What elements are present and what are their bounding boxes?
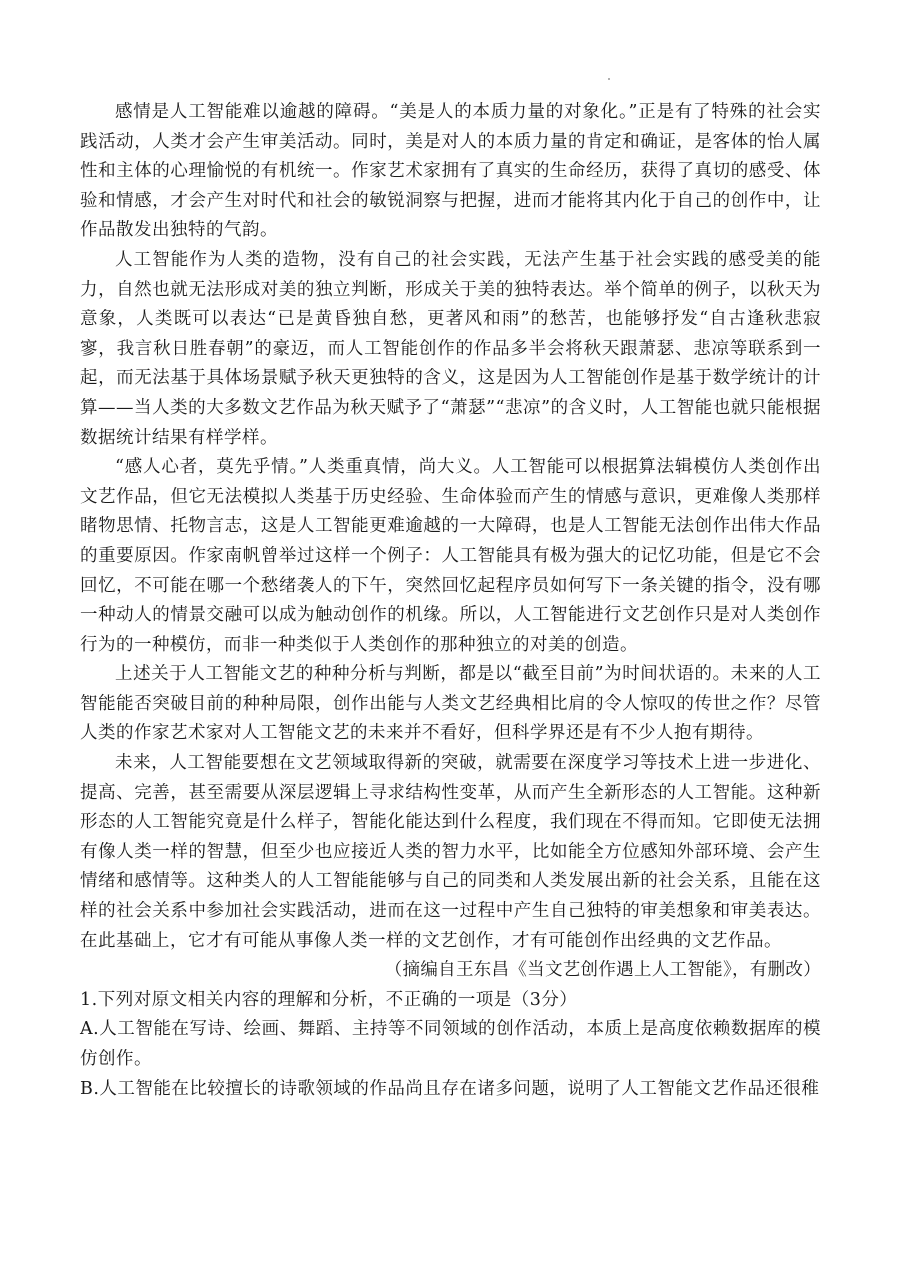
passage-paragraph-2: 人工智能作为人类的造物，没有自己的社会实践，无法产生基于社会实践的感受美的能力，自然也就无法形成对美的独立判断，形成关于美的独特表达。举个简单的例子，以秋天为意象，人类既可以表达“已是黄昏独自愁，更著风和雨”的愁苦，也能够抒发“自古逢秋悲寂寥，我言秋日胜春朝”的豪迈，而人工智能创作的作品多半会将秋天跟萧瑟、悲凉等联系到一起，而无法基于具体场景赋予秋天更独特的含义，这是因为人工智能创作是基于数学统计的计算——当人类的大多数文艺作品为秋天赋予了“萧瑟”“悲凉”的含义时，人工智能也就只能根据数据统计结果有样学样。 (80, 249, 821, 448)
passage-source-citation: （摘编自王东昌《当文艺创作遇上人工智能》，有删改） (384, 960, 821, 981)
question-block (80, 986, 821, 1104)
option-a: A.人工智能在写诗、绘画、舞蹈、主持等不同领域的创作活动，本质上是高度依赖数据库的模仿创作。 (80, 1019, 821, 1069)
document-page (80, 98, 821, 1104)
passage-paragraph-4: 上述关于人工智能文艺的种种分析与判断，都是以“截至目前”为时间状语的。未来的人工智能能否突破目前的种种局限，创作出能与人类文艺经典相比肩的令人惊叹的传世之作？尽管人类的作家艺术家对人工智能文艺的未来并不看好，但科学界还是有不少人抱有期待。 (80, 664, 821, 744)
option-b: B.人工智能在比较擅长的诗歌领域的作品尚且存在诸多问题，说明了人工智能文艺作品还很稚 (80, 1078, 820, 1099)
passage-paragraph-5: 未来，人工智能要想在文艺领域取得新的突破，就需要在深度学习等技术上进一步进化、提高、完善，甚至需要从深层逻辑上寻求结构性变革，从而产生全新形态的人工智能。这种新形态的人工智能究竟是什么样子，智能化能达到什么程度，我们现在不得而知。它即使无法拥有像人类一样的智慧，但至少也应接近人类的智力水平，比如能全方位感知外部环境、会产生情绪和感情等。这种类人的人工智能能够与自己的同类和人类发展出新的社会关系，且能在这样的社会关系中参加社会实践活动，进而在这一过程中产生自己独特的审美想象和审美表达。在此基础上，它才有可能从事像人类一样的文艺创作，才有可能创作出经典的文艺作品。 (80, 753, 821, 951)
question-stem: 1.下列对原文相关内容的理解和分析，不正确的一项是（3分） (80, 989, 578, 1010)
reading-passage (80, 98, 821, 986)
passage-paragraph-3: “感人心者，莫先乎情。”人类重真情，尚大义。人工智能可以根据算法辑模仿人类创作出文艺作品，但它无法模拟人类基于历史经验、生命体验而产生的情感与意识，更难像人类那样睹物思情、托物言志，这是人工智能更难逾越的一大障碍，也是人工智能无法创作出伟大作品的重要原因。作家南帆曾举过这样一个例子：人工智能具有极为强大的记忆功能，但是它不会回忆，不可能在哪一个愁绪袭人的下午，突然回忆起程序员如何写下一条关键的指令，没有哪一种动人的情景交融可以成为触动创作的机缘。所以，人工智能进行文艺创作只是对人类创作行为的一种模仿，而非一种类似于人类创作的那种独立的对美的创造。 (80, 457, 821, 655)
passage-paragraph-1: 感情是人工智能难以逾越的障碍。“美是人的本质力量的对象化。”正是有了特殊的社会实践活动，人类才会产生审美活动。同时，美是对人的本质力量的肯定和确证，是客体的怡人属性和主体的心理愉悦的有机统一。作家艺术家拥有了真实的生命经历，获得了真切的感受、体验和情感，才会产生对时代和社会的敏锐洞察与把握，进而才能将其内化于自己的创作中，让作品散发出独特的气韵。 (80, 102, 821, 241)
scan-speck (608, 78, 610, 80)
